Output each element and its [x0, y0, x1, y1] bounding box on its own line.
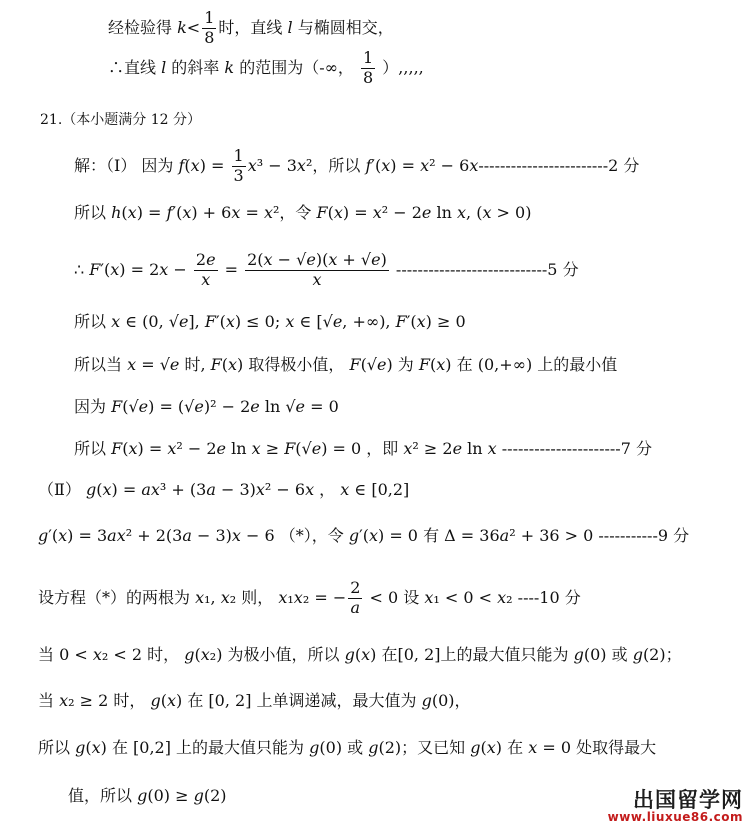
text-line-16: 所以 g(x) 在 [0,2] 上的最大值只能为 g(0) 或 g(2)；又已知 g(x) 在 x = 0 处取得最大 [38, 738, 657, 757]
text-line-11: （Ⅱ） g(x) = ax³ + (3a − 3)x² − 6x ， x ∈ [0,2] [38, 480, 410, 499]
site-watermark [608, 789, 743, 824]
text-line-5: 所以 h(x) = f′(x) + 6x = x²，令 F(x) = x² − 2e ln x, (x > 0) [74, 203, 532, 222]
text-line-4: 解：（Ⅰ） 因为 f(x) = $\frac{1}{3}$ x³ − 3x²，所以 f′(x) = x² − 6x------------------------2 分 [74, 146, 640, 185]
text-line-2: ∴直线 l 的斜率 k 的范围为（-∞， $\frac{1}{8}$ ）,,,,, [108, 48, 424, 87]
text-line-8: 所以当 x = √e 时, F(x) 取得极小值， F(√e) 为 F(x) 在 (0,+∞) 上的最小值 [74, 355, 618, 374]
watermark-url: www.liuxue86.com [607, 810, 743, 825]
problem-heading: 21.（本小题满分 12 分） [40, 112, 201, 128]
watermark-title: 出国留学网 [633, 788, 743, 813]
text-line-9: 因为 F(√e) = (√e)² − 2e ln √e = 0 [74, 397, 339, 416]
text-line-1: 经检验得 k< $\frac{1}{8}$ 时，直线 l 与椭圆相交， [108, 8, 394, 47]
text-line-13: 设方程（*）的两根为 x₁, x₂ 则， x₁x₂ = − $\frac{2}{a}$ < 0 设 x₁ < 0 < x₂ ----10 分 [38, 578, 581, 617]
text-line-7: 所以 x ∈ (0, √e], F′(x) ≤ 0; x ∈ [√e, +∞), F′(x) ≥ 0 [74, 312, 466, 331]
text-line-6: ∴ F′(x) = 2x − $\frac{2e}{x}$ = $\frac{2(x - √e)(x + √e)}{x}$ ----------------------------5 分 [74, 250, 579, 289]
text-line-14: 当 0 < x₂ < 2 时， g(x₂) 为极小值，所以 g(x) 在[0, 2]上的最大值只能为 g(0) 或 g(2)； [38, 645, 682, 664]
text-line-17: 值，所以 g(0) ≥ g(2) [68, 786, 227, 805]
text-line-12: g′(x) = 3ax² + 2(3a − 3)x − 6 （*），令 g′(x) = 0 有 Δ = 36a² + 36 > 0 -----------9 分 [38, 526, 690, 545]
text-line-10: 所以 F(x) = x² − 2e ln x ≥ F(√e) = 0 ，即 x² ≥ 2e ln x ----------------------7 分 [74, 439, 652, 458]
text-line-15: 当 x₂ ≥ 2 时， g(x) 在 [0, 2] 上单调递减，最大值为 g(0)， [38, 691, 471, 710]
